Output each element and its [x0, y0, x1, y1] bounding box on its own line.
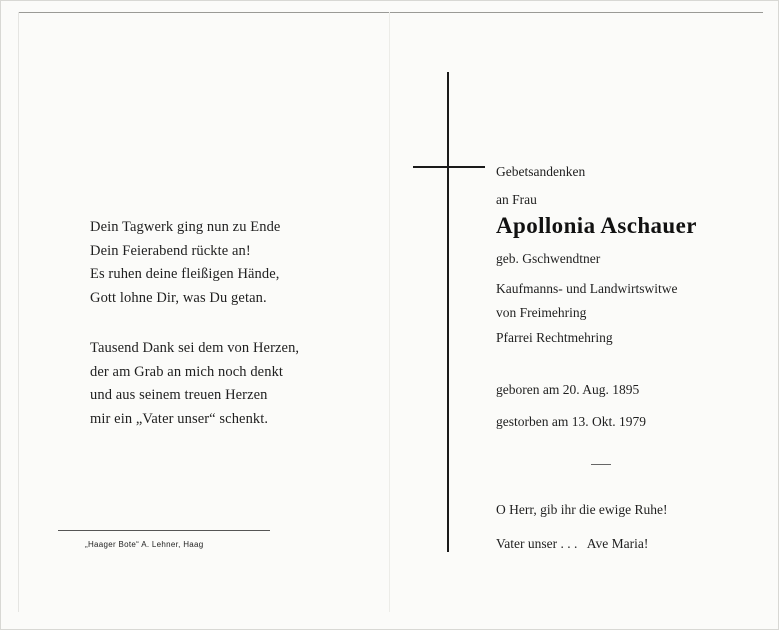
prayer-line: Vater unser . . . Ave Maria! — [496, 536, 649, 551]
salutation: an Frau — [496, 192, 537, 207]
verse-line: Dein Feierabend rückte an! — [90, 242, 251, 259]
occupation-line: von Freimehring — [496, 305, 587, 320]
death-date: gestorben am 13. Okt. 1979 — [496, 414, 646, 429]
card-top-edge — [18, 12, 763, 13]
occupation-line: Kaufmanns- und Landwirtswitwe — [496, 281, 678, 296]
card-fold-line — [389, 12, 390, 612]
cross-horizontal-bar — [413, 166, 485, 168]
verse-line: mir ein „Vater unser“ schenkt. — [90, 410, 269, 427]
maiden-name: geb. Gschwendtner — [496, 251, 601, 266]
printer-rule — [58, 530, 270, 531]
verse-line: Dein Tagwerk ging nun zu Ende — [90, 219, 281, 235]
verse-line: Gott lohne Dir, was Du getan. — [90, 289, 267, 306]
verse-1 — [90, 216, 280, 310]
verse-line: Es ruhen deine fleißigen Hände, — [90, 266, 280, 282]
prayer-line: O Herr, gib ihr die ewige Ruhe! — [496, 502, 668, 517]
verse-2 — [90, 337, 299, 431]
verse-line: und aus seinem treuen Herzen — [90, 387, 268, 403]
card-left-edge — [18, 12, 19, 612]
verse-line: Tausend Dank sei dem von Herzen, — [90, 340, 300, 356]
verse-line: der am Grab an mich noch denkt — [90, 363, 284, 380]
occupation-line: Pfarrei Rechtmehring — [496, 330, 613, 345]
birth-date: geboren am 20. Aug. 1895 — [496, 382, 640, 397]
printer-credit: „Haager Bote“ A. Lehner, Haag — [85, 540, 204, 549]
heading: Gebetsandenken — [496, 164, 586, 179]
cross-vertical-bar — [447, 72, 449, 552]
separator-dash — [591, 464, 611, 465]
deceased-name: Apollonia Aschauer — [496, 213, 697, 238]
